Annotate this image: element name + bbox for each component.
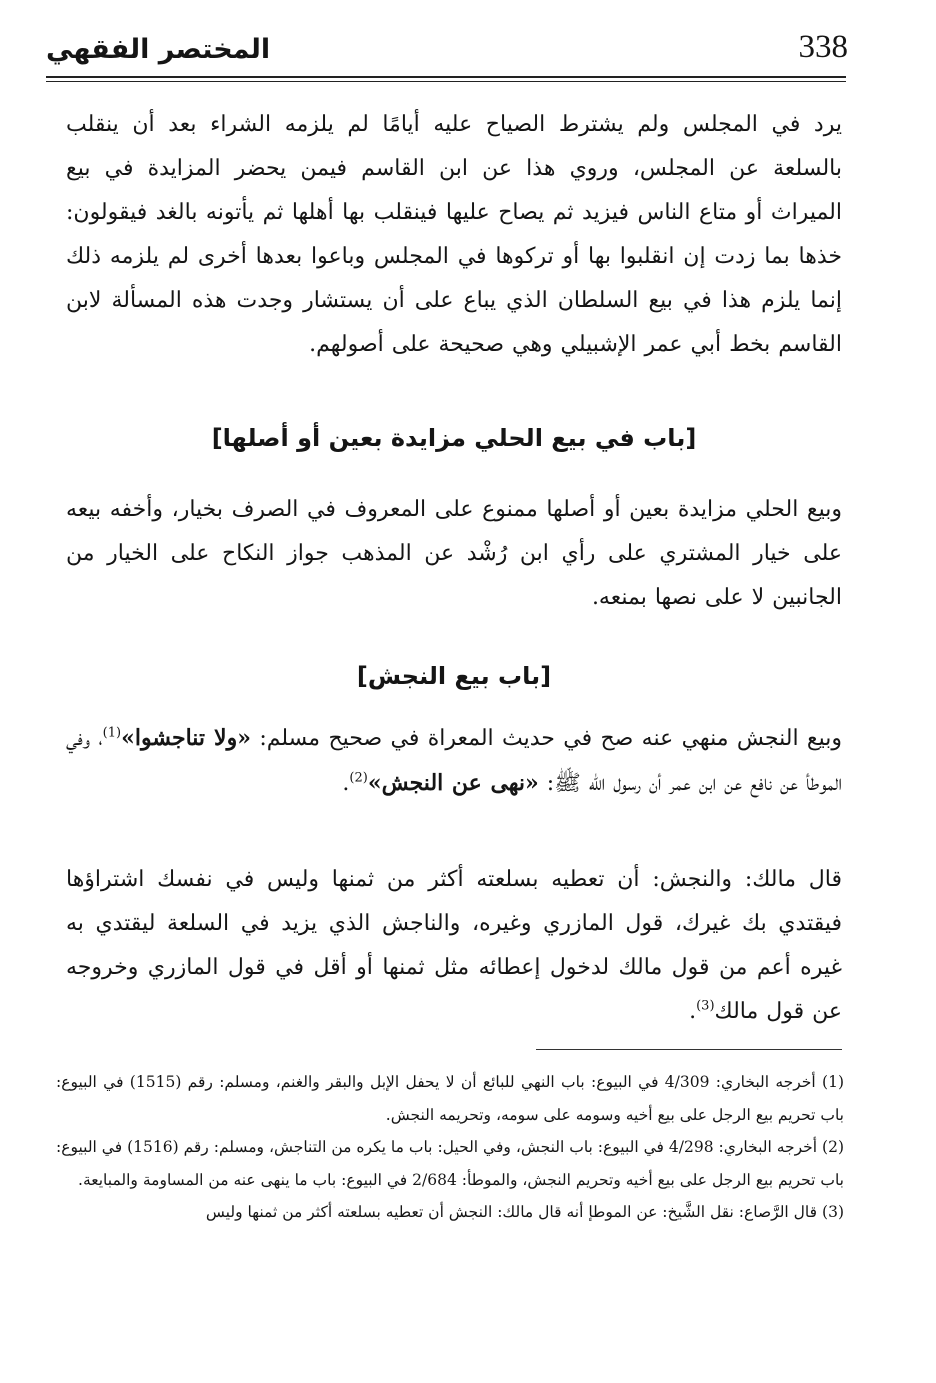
footnote-number: (1) <box>822 1073 845 1091</box>
hadith-quote-2: «نهى عن النجش» <box>367 770 539 796</box>
footnote-number: (3) <box>822 1203 844 1221</box>
paragraph-4-end: . <box>689 999 697 1024</box>
footnote-text: أخرجه البخاري: 4/309 في البيوع: باب النهي للبائع أن لا يحفل الإبل والبقر والغنم، ومسلم: رقم (1515) في البيوع: باب تحريم بيع الرجل على بيع أخيه وسومه على سومه، وتحريمه النجش. <box>56 1073 844 1124</box>
section-heading-jewelry-auction: [باب في بيع الحلي مزايدة بعين أو أصلها] <box>211 424 697 452</box>
footnote-number: (2) <box>822 1138 845 1156</box>
section-heading-najsh: [باب بيع النجش] <box>356 662 552 690</box>
footnote-separator <box>536 1049 842 1050</box>
footnote-ref-3[interactable]: (3) <box>696 998 715 1014</box>
footnote-text: قال الرَّصاع: نقل الشَّيخ: عن الموطإ أنه قال مالك: النجش أن تعطيه بسلعته أكثر من ثمنها وليس <box>205 1203 822 1221</box>
footnote-ref-1[interactable]: (1) <box>102 725 122 741</box>
paragraph-3-part-3: . <box>342 771 350 796</box>
footnotes-section <box>56 1066 844 1229</box>
page-number: 338 <box>798 29 848 65</box>
paragraph-2: وبيع الحلي مزايدة بعين أو أصلها ممنوع على المعروف في الصرف بخيار، وأخفه بيعه على خيار المشتري على رأي ابن رُشْد عن المذهب جواز النكاح على الخيار من الجانبين لا على نصها بمنعه. <box>66 497 842 610</box>
footnote-text: أخرجه البخاري: 4/298 في البيوع: باب النجش، وفي الحيل: باب ما يكره من التناجش، ومسلم: رقم (1516) في البيوع: باب تحريم بيع الرجل على بيع أخيه وتحريم النجش، والموطأ: 2/684 في البيوع: باب ما ينهى عنه من المساومة والمبايعة. <box>56 1138 844 1189</box>
footnote-1 <box>56 1066 844 1131</box>
paragraph-1: يرد في المجلس ولم يشترط الصياح عليه أيامًا لم يلزمه الشراء بعد أن ينقلب بالسلعة عن المجلس، وروي هذا عن ابن القاسم فيمن يحضر المزايدة في بيع الميراث أو متاع الناس فيزيد ثم يصاح عليها فينقلب بها أهلها ثم يأتونه بالغد فيقولون: خذها بما زدت إن انقلبوا بها أو تركوها في المجلس وباعوا بعدها أخرى لم يلزمه ذلك إنما يلزم هذا في بيع السلطان الذي يباع على أن يستشار وجدت هذه المسألة لابن القاسم بخط أبي عمر الإشبيلي وهي صحيحة على أصولهم. <box>66 112 842 357</box>
footnote-3 <box>56 1196 844 1229</box>
paragraph-4-text: قال مالك: والنجش: أن تعطيه بسلعته أكثر من ثمنها وليس في نفسك اشتراؤها فيقتدي بك غيرك، قول المازري وغيره، والناجش الذي يزيد في السلعة ليقتدي به غيره أعم من قول مالك لدخول إعطائه مثل ثمنها أو أقل في قول المازري وخروجه عن قول مالك <box>66 867 842 1024</box>
hadith-quote-1: «ولا تناجشوا» <box>121 725 251 751</box>
paragraph-4 <box>66 858 842 1034</box>
footnote-2 <box>56 1131 844 1196</box>
header-rule <box>46 76 846 82</box>
paragraph-3-part-2: ، وفي الموطأ عن نافع عن ابن عمر أن رسول الله ﷺ: <box>66 726 842 796</box>
paragraph-3 <box>66 716 842 806</box>
footnote-ref-2[interactable]: (2) <box>349 770 368 786</box>
paragraph-3-part-1: وبيع النجش منهي عنه صح في حديث المعراة في صحيح مسلم: <box>250 726 843 751</box>
running-header-title: المختصر الفقهي <box>46 34 271 65</box>
